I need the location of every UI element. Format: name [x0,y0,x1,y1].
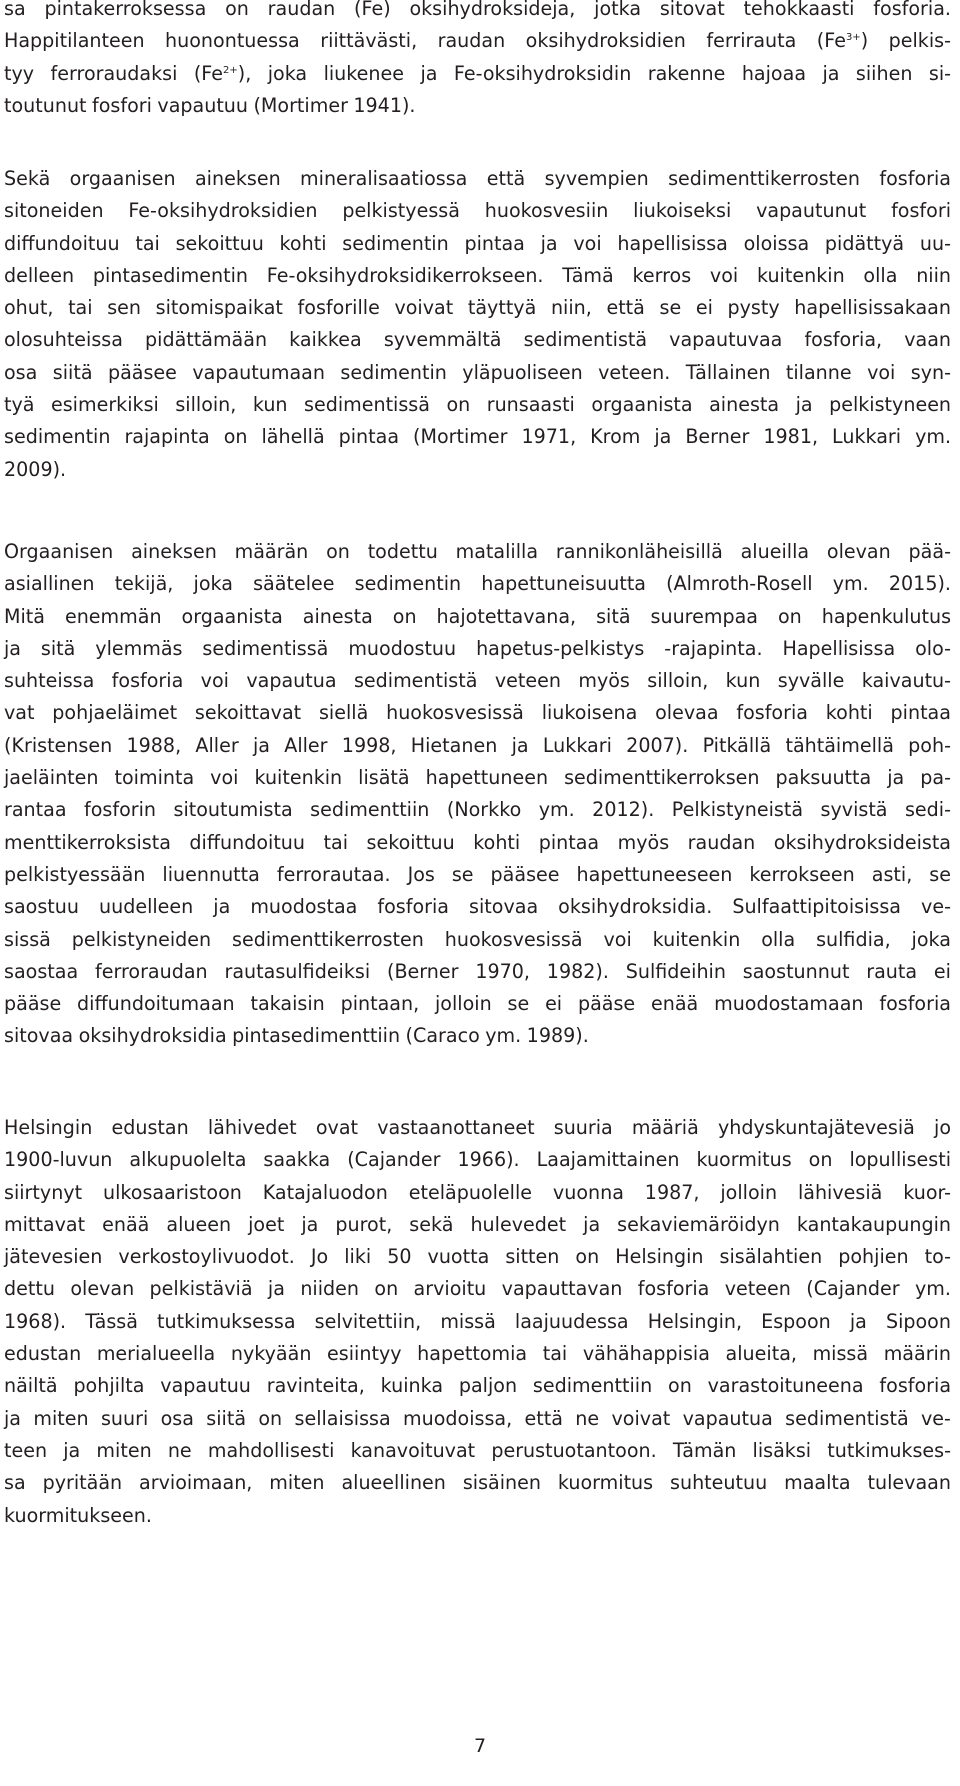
text-line: osa siitä pääsee vapautumaan sedimentin yläpuoliseen veteen. Tällainen tilanne voi syn- [4,360,952,384]
paragraph-helsinki-waters [4,1112,951,1532]
text-line: ja sitä ylemmäs sedimentissä muodostuu hapetus-pelkistys -rajapinta. Hapellisissa olo- [4,636,951,660]
text-line: jaeläinten toiminta voi kuitenkin lisätä hapettuneen sedimenttikerroksen paksuutta ja pa- [4,766,951,790]
text-line: delleen pintasedimentin Fe-oksihydroksidikerrokseen. Tämä kerros voi kuitenkin olla niin [4,263,952,287]
text-line: tyä esimerkiksi silloin, kun sedimentissä on runsaasti orgaanista ainesta ja pelkistyneen [4,393,952,417]
text-line: saostaa ferroraudan rautasulfideiksi (Berner 1970, 1982). Sulfideihin saostunnut rauta ei [4,959,951,983]
text-line: Mitä enemmän orgaanista ainesta on hajotettavana, sitä suurempaa on hapenkulutus [4,604,952,628]
text-line: pelkistyessään liuennutta ferrorautaa. Jos se pääsee hapettuneeseen kerrokseen asti, se [4,862,951,886]
paragraph-phosphorus-diffusion [4,163,951,486]
text-line: ohut, tai sen sitomispaikat fosforille voivat täyttyä niin, että se ei pysty hapellisissakaan [4,296,951,320]
paragraph-iron-oxyhydroxides [4,0,951,122]
text-line: diffundoituu tai sekoittuu kohti sedimentin pintaa ja voi hapellisissa oloissa pidättyä uu- [4,231,951,255]
text-line: sa pyritään arvioimaan, miten alueellinen sisäinen kuormitus suhteutuu maalta tulevaan [4,1471,951,1495]
text-line: dettu olevan pelkistäviä ja niiden on arvioitu vapauttavan fosforia veteen (Cajander ym. [4,1277,951,1301]
text-line: 1968). Tässä tutkimuksessa selvitettiin, missä laajuudessa Helsingin, Espoon ja Sipoon [4,1309,951,1333]
text-line: Orgaanisen aineksen määrän on todettu matalilla rannikonläheisillä alueilla olevan pää- [4,540,951,563]
text-line: siirtynyt ulkosaaristoon Katajaluodon eteläpuolelle vuonna 1987, jolloin lähivesiä kuor- [4,1180,952,1204]
text-line: 1900-luvun alkupuolelta saakka (Cajander 1966). Laajamittainen kuormitus on lopullisesti [4,1148,951,1172]
text-line: Helsingin edustan lähivedet ovat vastaanottaneet suuria määriä yhdyskuntajätevesiä jo [4,1116,951,1139]
text-line: sitoneiden Fe-oksihydroksidien pelkistyessä huokosvesiin liukoiseksi vapautunut fosfori [4,199,951,223]
text-line: (Kristensen 1988, Aller ja Aller 1998, Hietanen ja Lukkari 2007). Pitkällä tähtäimellä poh- [4,733,951,757]
text-line: olosuhteissa pidättämään kaikkea syvemmältä sedimentistä vapautuvaa fosforia, vaan [4,328,952,352]
text-line [4,25,951,57]
text-line: edustan merialueella nykyään esiintyy hapettomia tai vähähappisia alueita, missä määrin [4,1342,951,1366]
paragraph-organic-matter [4,536,951,1053]
text-segment: tyy ferroraudaksi (Fe [4,61,223,85]
superscript: 3+ [845,32,861,44]
text-line: sissä pelkistyneiden sedimenttikerrosten huokosvesissä voi kuitenkin olla sulfidia, joka [4,927,951,951]
text-line: suhteissa fosforia voi vapautua sedimentistä veteen myös silloin, kun syvälle kaivautu- [4,669,952,693]
text-line: teen ja miten ne mahdollisesti kanavoituvat perustuotantoon. Tämän lisäksi tutkimukses- [4,1438,952,1462]
text-segment: ) pelkis- [860,29,951,53]
text-line: pääse diffundoitumaan takaisin pintaan, jolloin se ei pääse enää muodostamaan fosforia [4,992,951,1016]
text-line: näiltä pohjilta vapautuu ravinteita, kuinka paljon sedimenttiin on varastoituneena fosforia [4,1374,952,1398]
text-line: Sekä orgaanisen aineksen mineralisaatiossa että syvempien sedimenttikerrosten fosforia [4,167,951,190]
text-line: sa pintakerroksessa on raudan (Fe) oksihydroksideja, jotka sitovat tehokkaasti fosforia. [4,0,951,20]
text-line: kuormitukseen. [4,1503,152,1527]
page-number: 7 [473,1735,487,1757]
text-line: sedimentin rajapinta on lähellä pintaa (Mortimer 1971, Krom ja Berner 1981, Lukkari ym. [4,425,952,449]
text-line: rantaa fosforin sitoutumista sedimenttiin (Norkko ym. 2012). Pelkistyneistä syvistä sedi- [4,798,951,822]
text-line [4,58,951,90]
text-line: asiallinen tekijä, joka säätelee sedimentin hapettuneisuutta (Almroth-Rosell ym. 2015). [4,572,951,596]
text-segment: Happitilanteen huonontuessa riittävästi, raudan oksihydroksidien ferrirauta (Fe [4,29,846,53]
text-line: menttikerroksista diffundoituu tai sekoittuu kohti pintaa myös raudan oksihydroksideista [4,830,952,854]
text-segment: ), joka liukenee ja Fe-oksihydroksidin rakenne hajoaa ja siihen si- [237,61,952,85]
text-line: 2009). [4,457,67,481]
document-page [4,0,951,1786]
text-line: sitovaa oksihydroksidia pintasedimenttiin (Caraco ym. 1989). [4,1024,589,1048]
text-line: toutunut fosfori vapautuu (Mortimer 1941). [4,93,416,117]
superscript: 2+ [223,64,238,76]
text-line: mittavat enää alueen joet ja purot, sekä hulevedet ja sekaviemäröidyn kantakaupungin [4,1212,951,1236]
text-line: ja miten suuri osa siitä on sellaisissa muodoissa, että ne voivat vapautua sedimentistä ve- [4,1406,951,1430]
text-line: vat pohjaeläimet sekoittavat siellä huokosvesissä liukoisena olevaa fosforia kohti pintaa [4,701,951,725]
text-line: saostuu uudelleen ja muodostaa fosforia sitovaa oksihydroksidia. Sulfaattipitoisissa ve- [4,895,951,919]
text-line: jätevesien verkostoylivuodot. Jo liki 50 vuotta sitten on Helsingin sisälahtien pohjien to- [4,1245,952,1269]
